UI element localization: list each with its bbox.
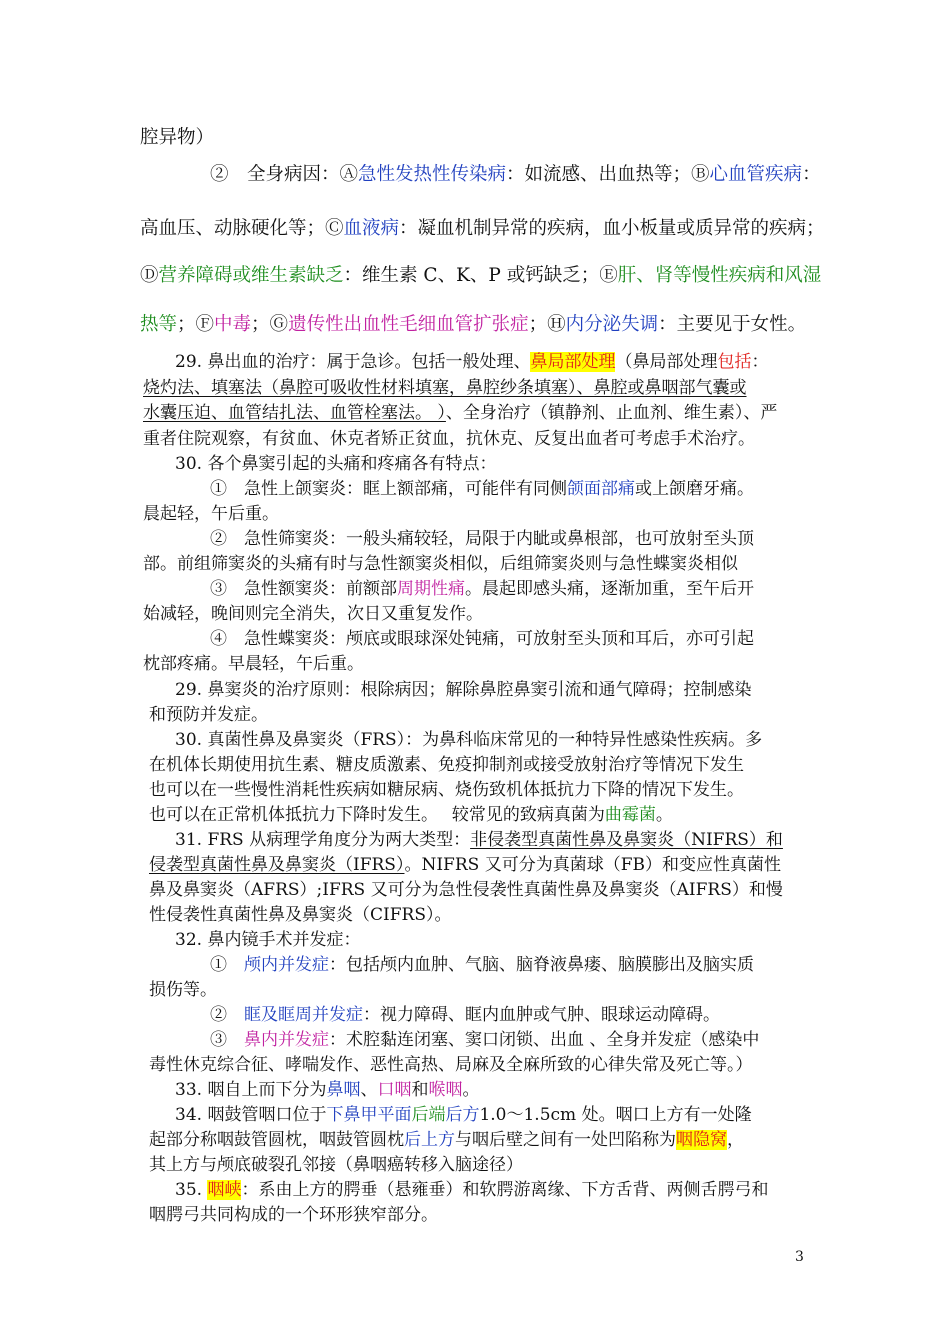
- term-orbital-complication: 眶及眶周并发症: [244, 1005, 363, 1025]
- text-line: 也可以在一些慢性消耗性疾病如糖尿病、烧伤致机体抵抗力下降的情况下发生。: [149, 780, 744, 800]
- term-posterior-end: 后端: [411, 1105, 446, 1125]
- text-line: ③ 急性额窦炎：前额部周期性痛。晨起即感头痛，逐渐加重，至午后开: [210, 579, 754, 599]
- term-laryngopharynx: 喉咽: [428, 1080, 463, 1100]
- text-line: 烧灼法、填塞法（鼻腔可吸收性材料填塞，鼻腔纱条填塞）、鼻腔或鼻咽部气囊或: [143, 378, 747, 398]
- term-maxillofacial-pain: 颌面部痛: [567, 479, 635, 499]
- text-line: ② 眶及眶周并发症：视力障碍、眶内血肿或气肿、眼球运动障碍。: [210, 1005, 720, 1025]
- text-line: Ⓓ营养障碍或维生素缺乏：维生素 C、K、P 或钙缺乏；Ⓔ肝、肾等慢性疾病和风湿: [140, 265, 822, 286]
- term-aspergillus: 曲霉菌: [604, 805, 656, 825]
- term-inferior-turbinate-plane: 下鼻甲平面: [326, 1105, 412, 1125]
- text-line: 和预防并发症。: [149, 705, 268, 725]
- text-line: 33. 咽自上而下分为鼻咽、口咽和喉咽。: [175, 1080, 480, 1100]
- text-line: 侵袭型真菌性鼻及鼻窦炎（IFRS）。NIFRS 又可分为真菌球（FB）和变应性真菌性: [149, 855, 781, 875]
- term-nutrition-disorder: 营养障碍或维生素缺乏: [158, 265, 344, 286]
- text-line: 30. 各个鼻窦引起的头痛和疼痛各有特点：: [175, 454, 497, 474]
- term-intranasal-complication: 鼻内并发症: [244, 1030, 329, 1050]
- text-line: 32. 鼻内镜手术并发症：: [175, 930, 361, 950]
- term-posterosuperior: 后上方: [404, 1130, 455, 1150]
- text-line: 始减轻，晚间则完全消失，次日又重复发作。: [143, 604, 483, 624]
- highlight-nasal-local-treatment: 鼻局部处理: [530, 352, 616, 372]
- term-chronic-disease: 肝、肾等慢性疾病和风湿: [617, 265, 822, 286]
- text-line: 重者住院观察，有贫血、休克者矫正贫血，抗休克、反复出血者可考虑手术治疗。: [143, 429, 755, 449]
- text-line: 性侵袭性真菌性鼻及鼻窦炎（CIFRS）。: [149, 905, 452, 925]
- text-line: ④ 急性蝶窦炎：颅底或眼球深处钝痛，可放射至头顶和耳后，亦可引起: [210, 629, 754, 649]
- term-nasopharynx: 鼻咽: [326, 1080, 361, 1100]
- text-line: ② 急性筛窦炎：一般头痛较轻，局限于内眦或鼻根部，也可放射至头顶: [210, 529, 754, 549]
- term-intracranial-complication: 颅内并发症: [244, 955, 329, 975]
- text-line: ① 颅内并发症：包括颅内血肿、气脑、脑脊液鼻瘘、脑膜膨出及脑实质: [210, 955, 754, 975]
- text-line: 腔异物）: [140, 127, 215, 148]
- term-ifrs: 侵袭型真菌性鼻及鼻窦炎（IFRS）: [149, 855, 405, 875]
- text-line: 水囊压迫、血管结扎法、血管栓塞法。 ）、全身治疗（镇静剂、止血剂、维生素）、严: [143, 403, 778, 423]
- page-number: 3: [795, 1249, 804, 1265]
- term-acute-infectious-disease: 急性发热性传染病: [358, 164, 507, 185]
- term-periodic-pain: 周期性痛: [397, 579, 465, 599]
- term-hereditary-telangiectasia: 遗传性出血性毛细血管扩张症: [288, 314, 529, 335]
- text-line: 30. 真菌性鼻及鼻窦炎（FRS）：为鼻科临床常见的一种特异性感染性疾病。多: [175, 730, 763, 750]
- text-line: 29. 鼻窦炎的治疗原则：根除病因；解除鼻腔鼻窦引流和通气障碍；控制感染: [175, 680, 752, 700]
- text-line: 其上方与颅底破裂孔邻接（鼻咽癌转移入脑途径）: [149, 1155, 523, 1175]
- term-nifrs: 非侵袭型真菌性鼻及鼻窦炎（NIFRS）和: [470, 830, 783, 850]
- text-line: 鼻及鼻窦炎（AFRS）;IFRS 又可分为急性侵袭性真菌性鼻及鼻窦炎（AIFRS）和慢: [149, 880, 783, 900]
- term-oropharynx: 口咽: [377, 1080, 412, 1100]
- text-line: ③ 鼻内并发症：术腔黏连闭塞、窦口闭锁、出血 、全身并发症（感染中: [210, 1030, 760, 1050]
- highlight-isthmus-faucium: 咽峡: [207, 1180, 242, 1200]
- term-blood-disease: 血液病: [343, 218, 400, 239]
- term-poisoning: 中毒: [214, 314, 252, 335]
- text-line: ① 急性上颌窦炎：眶上额部痛，可能伴有同侧颌面部痛或上颌磨牙痛。: [210, 479, 754, 499]
- text-line: 损伤等。: [149, 980, 217, 1000]
- text-line: 咽腭弓共同构成的一个环形狭窄部分。: [149, 1205, 438, 1225]
- text-line: ② 全身病因：Ⓐ急性发热性传染病：如流感、出血热等；Ⓑ心血管疾病：: [210, 164, 821, 185]
- text-line: 部。前组筛窦炎的头痛有时与急性额窦炎相似，后组筛窦炎则与急性蝶窦炎相似: [143, 554, 738, 574]
- text-line: 热等；Ⓕ中毒；Ⓖ遗传性出血性毛细血管扩张症；Ⓗ内分泌失调：主要见于女性。: [140, 314, 807, 335]
- term-posterior: 后方: [445, 1105, 480, 1125]
- term-endocrine-disorder: 内分泌失调: [565, 314, 659, 335]
- text-line: 毒性休克综合征、哮喘发作、恶性高热、局麻及全麻所致的心律失常及死亡等。）: [149, 1055, 753, 1075]
- text-line: 在机体长期使用抗生素、糖皮质激素、免疫抑制剂或接受放射治疗等情况下发生: [149, 755, 744, 775]
- highlight-pharyngeal-recess: 咽隐窝: [676, 1130, 727, 1150]
- text-line: 31. FRS 从病理学角度分为两大类型：非侵袭型真菌性鼻及鼻窦炎（NIFRS）和: [175, 830, 783, 850]
- text-line: 枕部疼痛。早晨轻，午后重。: [143, 654, 364, 674]
- text-line: 晨起轻，午后重。: [143, 504, 279, 524]
- text-line: 也可以在正常机体抵抗力下降时发生。 较常见的致病真菌为曲霉菌。: [149, 805, 673, 825]
- text-line: 35. 咽峡：系由上方的腭垂（悬雍垂）和软腭游离缘、下方舌背、两侧舌腭弓和: [175, 1180, 769, 1200]
- term-cardiovascular-disease: 心血管疾病: [709, 164, 803, 185]
- text-line: 起部分称咽鼓管圆枕，咽鼓管圆枕后上方与咽后壁之间有一处凹陷称为咽隐窝，: [149, 1130, 744, 1150]
- text-line: 34. 咽鼓管咽口位于下鼻甲平面后端后方1.0～1.5cm 处。咽口上方有一处隆: [175, 1105, 752, 1125]
- text-line: 29. 鼻出血的治疗：属于急诊。包括一般处理、鼻局部处理（鼻局部处理包括：: [175, 352, 769, 372]
- term-includes: 包括: [717, 352, 752, 372]
- text-line: 高血压、动脉硬化等；Ⓒ血液病：凝血机制异常的疾病，血小板量或质异常的疾病；: [140, 218, 825, 239]
